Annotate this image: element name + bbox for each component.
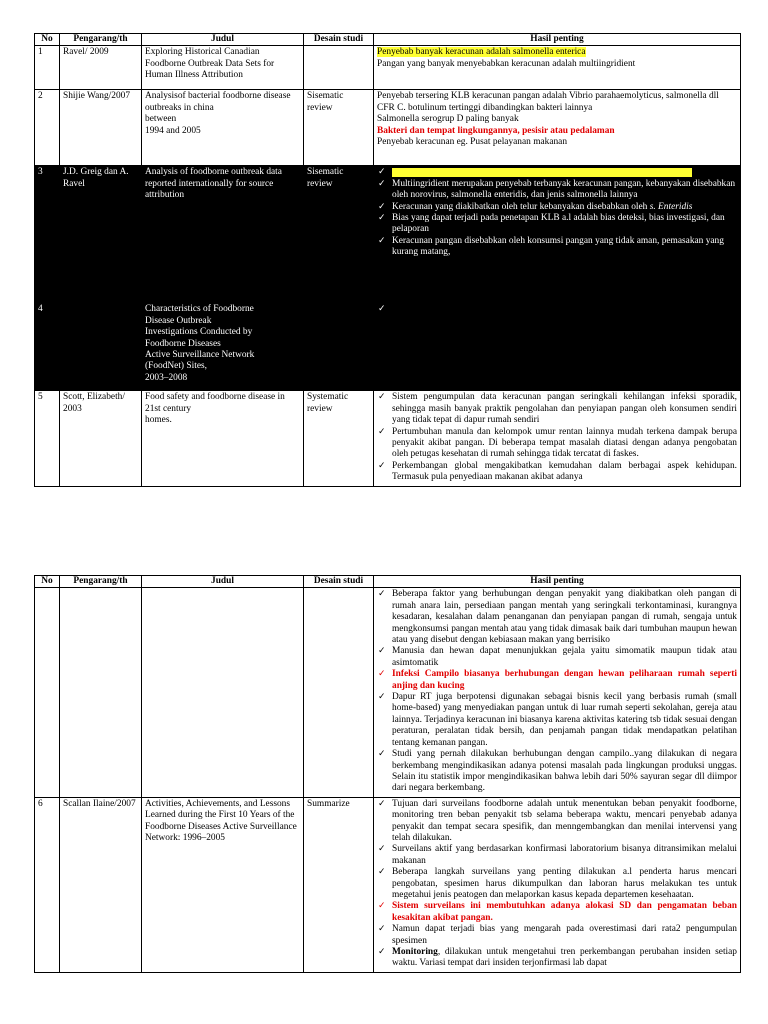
list-item: ✓ Monitoring, dilakukan untuk mengetahui tren perkembangan perubahan insiden setiap waktu. Variasi tempat dari insiden terjonfirmasi lab dapat [378,947,737,969]
cell-design: Sisematic review [304,166,374,303]
literature-table-page-1 [34,33,741,487]
cell-title: Analysis of foodborne outbreak data reported internationally for source attribution [142,166,304,303]
header-results: Hasil penting [374,576,741,588]
check-icon: ✓ [378,924,386,935]
literature-table-page-2 [34,575,741,973]
cell-results [374,303,741,391]
check-icon: ✓ [378,304,386,315]
title-line: Characteristics of Foodborne [145,304,254,315]
table-row [35,46,741,90]
list-item: ✓ Pertumbuhan manula dan kelompok umur rentan lainnya mudah terkena dampak berupa penyakit akibat pangan. Di beberapa tempat masalah diatasi dengan adanya pengobatan oleh petugas kesehatan di rumah sehingga tidak tercatat di faskes. [378,426,737,460]
table-row-continued [35,588,741,797]
check-icon: ✓ [378,392,386,403]
list-item: ✓ Studi yang pernah dilakukan berhubungan dengan campilo..yang dilakukan di negara berkembang mengindikasikan adanya potensi masalah pada lingkungan produksi unggas. Selain itu statistik impor mengindikasikan bahwa lebih dari 50% sayuran segar dll diimpor dari negara berkembang. [378,749,737,794]
list-item: ✓ Beberapa langkah surveilans yang penting dilakukan a.l penderta harus mencari pengobatan, spesimen harus dikumpulkan dan laboran harus melakukan tes untuk megetahui jenis peatogen dan melaporkan kasus kepada departemen kesehaatan. [378,867,737,900]
cell-no: 3 [35,166,60,303]
check-icon: ✓ [378,426,386,437]
cell-design: Sisematic review [304,90,374,166]
cell-no [35,588,60,797]
check-icon: ✓ [378,669,386,680]
cell-no: 5 [35,391,60,486]
table-row [35,90,741,166]
list-item: ✓ Multiingridient merupakan penyebab terbanyak keracunan pangan, kebanyakan disebabkan oleh norovirus, salmonella enteridis, dan jenis salmonella lainnya [378,178,736,201]
cell-results [374,391,741,486]
cell-author: Ravel/ 2009 [60,46,142,90]
finding-line: Penyebab tersering KLB keracunan pangan adalah Vibrio parahaemolyticus, salmonella dll [377,91,719,102]
cell-title [142,303,304,391]
cell-no: 6 [35,797,60,972]
check-icon: ✓ [378,213,386,224]
cell-author: Shijie Wang/2007 [60,90,142,166]
cell-author: J.D. Greig dan A. Ravel [60,166,142,303]
finding-line: Salmonella serogrup D paling banyak [377,114,519,125]
header-results: Hasil penting [374,34,741,46]
cell-author: Scott, Elizabeth/ 2003 [60,391,142,486]
check-icon: ✓ [378,901,386,912]
title-line: Foodborne Diseases [145,338,221,349]
list-item: ✓ Beberapa faktor yang berhubungan dengan penyakit yang diakibatkan oleh pangan di rumah anara lain, persediaan pangan mentah yang seringkali terkontaminasi, kurangnya kesadaran, kesalahan dalam penanganan dan penyiapan pangan di rumah, sengaja untuk mengkonsumsi pangan mentah atau yang tidak dimasak baik dari tumbuhan maupun hewan atau yang disebut dengan kebiasaan makan yang berrisiko [378,589,737,646]
title-line: homes. [145,415,172,426]
highlighted-finding: Penyebab banyak keracunan adalah salmonella enterica [377,47,586,58]
check-icon: ✓ [378,167,386,178]
cell-title: Exploring Historical Canadian Foodborne Outbreak Data Sets for Human Illness Attribution [142,46,304,90]
header-author: Pengarang/th [60,34,142,46]
title-line: Active Surveillance Network [145,350,255,361]
table-row [35,303,741,391]
title-line: Investigations Conducted by [145,327,253,338]
title-line: between [145,114,177,125]
cell-author [60,303,142,391]
list-item: ✓ Infeksi Campilo biasanya berhubungan dengan hewan peliharaan rumah seperti anjing dan kucing [378,669,737,691]
table-row [35,391,741,486]
cell-results [374,46,741,90]
title-line: (FoodNet) Sites, [145,361,207,372]
title-line: 1994 and 2005 [145,125,201,136]
finding-red: Bakteri dan tempat lingkungannya, pesisir atau pedalaman [377,125,615,136]
cell-results [374,166,741,303]
list-item: ✓ Sistem surveilans ini membutuhkan adanya alokasi SD dan pengamatan beban kesakitan akibat pangan. [378,901,737,923]
list-item: ✓ Keracunan yang diakibatkan oleh telur kebanyakan disebabkan oleh s. Enteridis [378,201,693,212]
header-title: Judul [142,34,304,46]
cell-design: Systematic review [304,391,374,486]
cell-author: Scallan Ilaine/2007 [60,797,142,972]
title-line: Disease Outbreak [145,315,212,326]
list-item: ✓ Perkembangan global mengakibatkan kemudahan dalam berbagai aspek kehidupan. Termasuk pula penyediaan makanan akibat adanya [378,460,737,483]
check-icon: ✓ [378,178,386,189]
cell-no: 2 [35,90,60,166]
table-row [35,166,741,303]
cell-title: Activities, Achievements, and Lessons Learned during the First 10 Years of the Foodborne Diseases Active Surveillance Network: 1996–2005 [142,797,304,972]
list-item: ✓ Tujuan dari surveilans foodborne adalah untuk menentukan beban penyakit foodborne, monitoring tren beban penyakit tsb selama beberapa waktu, mencari penyebab adanya penyakit dan tempat secara spesifik, dan menngembangkan dan menilai intervensi yang telah dilakukan. [378,798,737,843]
cell-design [304,588,374,797]
cell-design [304,46,374,90]
title-line: 2003–2008 [145,372,188,383]
list-item: ✓ Sistem pengumpulan data keracunan pangan seringkali kehilangan infeksi sporadik, sehingga masih banyak praktik pengolahan dan penyiapan pangan oleh konsumen sendiri yang tidak tepat di dapur rumah sendiri [378,392,737,426]
finding-line: CFR C. botulinum tertinggi dibandingkan bakteri lainnya [377,102,593,113]
title-line: Food safety and foodborne disease in 21st century [145,392,285,414]
check-icon: ✓ [378,798,386,809]
list-item: ✓ Namun dapat terjadi bias yang mengarah pada overestimasi dari rata2 pengumpulan spesimen [378,924,737,946]
check-icon: ✓ [378,235,386,246]
check-icon: ✓ [378,646,386,657]
header-author: Pengarang/th [60,576,142,588]
header-row [35,34,741,46]
check-icon: ✓ [378,749,386,760]
check-icon: ✓ [378,844,386,855]
check-icon: ✓ [378,460,386,471]
cell-results [374,588,741,797]
list-item: ✓ Dapur RT juga berpotensi digunakan sebagai bisnis kecil yang berbasis rumah (small home-based) yang menyediakan pangan untuk di luar rumah seperti sekolahan, gereja atau lainnya. Terjadinya keracunan ini biasanya karena aktivitas katering tsb tidak sesuai dengan peraturan, peralatan tidak bersih, dan penjamah pangan tidak mendapatkan pelatihan tentang kemanan pangan. [378,692,737,748]
header-row [35,576,741,588]
list-item: ✓ Bias yang dapat terjadi pada penetapan KLB a.l adalah bias deteksi, bias investigasi, dan pelaporan [378,213,725,235]
header-title: Judul [142,576,304,588]
cell-title [142,588,304,797]
check-icon: ✓ [378,201,386,212]
header-no: No [35,34,60,46]
check-icon: ✓ [378,947,386,957]
list-item [377,167,737,178]
header-no: No [35,576,60,588]
cell-author [60,588,142,797]
cell-design: Summarize [304,797,374,972]
header-design: Desain studi [304,576,374,588]
cell-no: 4 [35,303,60,391]
check-icon: ✓ [378,867,386,878]
finding-line: Penyebab keracunan eg. Pusat pelayanan makanan [377,137,568,148]
check-icon: ✓ [378,692,386,703]
cell-results [374,90,741,166]
finding-line: Pangan yang banyak menyebabkan keracunan adalah multiingridient [377,58,636,69]
check-icon: ✓ [378,589,386,600]
highlight-bar [392,168,692,177]
title-line: Analysisof bacterial foodborne disease outbreaks in china [145,91,291,113]
cell-results [374,797,741,972]
cell-title [142,90,304,166]
list-item: ✓ Surveilans aktif yang berdasarkan konfirmasi laboratorium bisanya ditransimikan melalui makanan [378,844,737,866]
cell-design [304,303,374,391]
list-item: ✓ Keracunan pangan disebabkan oleh konsumsi pangan yang tidak aman, pemasakan yang kurang matang, [378,235,724,258]
list-item [377,304,737,315]
cell-no: 1 [35,46,60,90]
table-row [35,797,741,972]
header-design: Desain studi [304,34,374,46]
cell-title [142,391,304,486]
list-item: ✓ Manusia dan hewan dapat menunjukkan gejala yaitu simomatik maupun tidak atau asimtomatik [378,646,737,668]
